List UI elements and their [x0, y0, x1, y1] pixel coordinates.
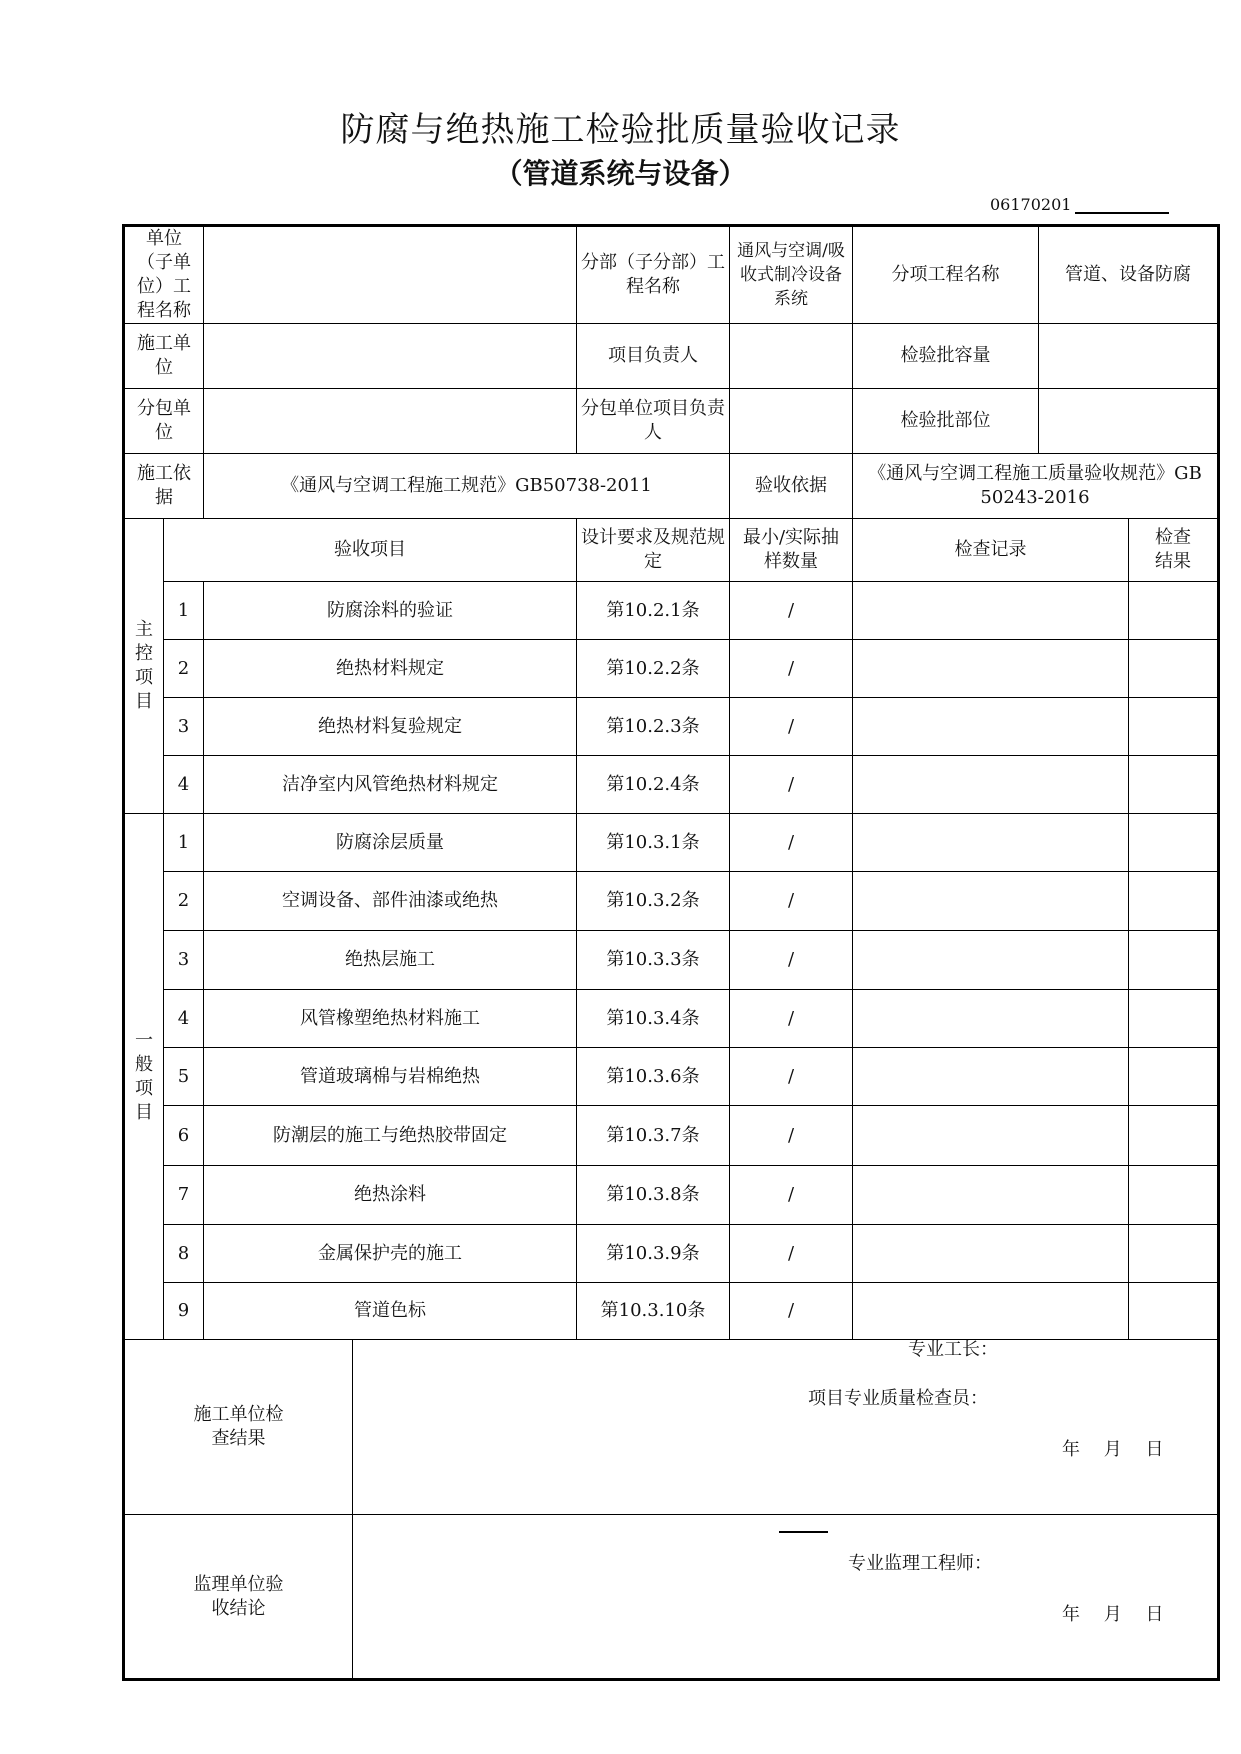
supervision-date: 年 月 日	[1062, 1604, 1164, 1625]
item-name: 绝热材料规定	[204, 640, 577, 698]
location-label: 检验批部位	[853, 389, 1039, 454]
acceptance-form-table	[122, 224, 1220, 1681]
item-qty[interactable]: /	[730, 582, 853, 640]
item-qty[interactable]: /	[730, 1225, 853, 1283]
item-no: 2	[164, 640, 204, 698]
capacity-label: 检验批容量	[853, 324, 1039, 389]
table-row	[124, 872, 1219, 931]
unit-value[interactable]	[204, 226, 577, 324]
col-qty-header: 最小/实际抽样数量	[730, 519, 853, 582]
table-row	[124, 1106, 1219, 1166]
unit-label: 单位（子单位）工程名称	[124, 226, 204, 324]
item-no: 3	[164, 931, 204, 990]
basis-label: 施工依据	[124, 454, 204, 519]
contractor-value[interactable]	[204, 324, 577, 389]
col-result-header: 检查结果	[1129, 519, 1219, 582]
item-record[interactable]	[853, 1048, 1129, 1106]
item-clause: 第10.3.4条	[577, 990, 730, 1048]
item-result[interactable]	[1129, 872, 1219, 931]
item-name: 绝热材料复验规定	[204, 698, 577, 756]
item-clause: 第10.3.9条	[577, 1225, 730, 1283]
item-qty[interactable]: /	[730, 872, 853, 931]
form-code: 06170201	[990, 195, 1072, 214]
subcontractor-label: 分包单位	[124, 389, 204, 454]
table-row	[124, 698, 1219, 756]
item-name: 空调设备、部件油漆或绝热	[204, 872, 577, 931]
pm-label: 项目负责人	[577, 324, 730, 389]
item-result[interactable]	[1129, 756, 1219, 814]
page-subtitle: （管道系统与设备）	[494, 157, 747, 190]
item-no: 1	[164, 582, 204, 640]
contractor-label: 施工单位	[124, 324, 204, 389]
basis-value: 《通风与空调工程施工规范》GB50738-2011	[204, 454, 730, 519]
item-clause: 第10.3.1条	[577, 814, 730, 872]
item-qty[interactable]: /	[730, 756, 853, 814]
item-no: 2	[164, 872, 204, 931]
form-code-underline	[1075, 212, 1169, 214]
inspector-label: 项目专业质量检查员：	[808, 1388, 988, 1409]
item-name: 防潮层的施工与绝热胶带固定	[204, 1106, 577, 1166]
item-record[interactable]	[853, 1225, 1129, 1283]
capacity-value[interactable]	[1039, 324, 1219, 389]
location-value[interactable]	[1039, 389, 1219, 454]
table-row	[124, 931, 1219, 990]
item-clause: 第10.3.10条	[577, 1283, 730, 1340]
table-row	[124, 990, 1219, 1048]
contractor-check-label: 施工单位检查结果	[124, 1340, 353, 1515]
item-no: 1	[164, 814, 204, 872]
item-clause: 第10.3.2条	[577, 872, 730, 931]
table-row	[124, 756, 1219, 814]
item-no: 8	[164, 1225, 204, 1283]
item-record[interactable]	[853, 814, 1129, 872]
foreman-label: 专业工长：	[908, 1339, 998, 1360]
supervision-area[interactable]	[353, 1515, 1219, 1680]
acceptance-basis-value: 《通风与空调工程施工质量验收规范》GB 50243-2016	[853, 454, 1219, 519]
item-name: 洁净室内风管绝热材料规定	[204, 756, 577, 814]
engineer-label: 专业监理工程师：	[848, 1553, 992, 1574]
item-name: 管道玻璃棉与岩棉绝热	[204, 1048, 577, 1106]
contractor-date: 年 月 日	[1062, 1439, 1164, 1460]
item-record[interactable]	[853, 698, 1129, 756]
table-row	[124, 1283, 1219, 1340]
item-record[interactable]	[853, 1106, 1129, 1166]
item-name: 金属保护壳的施工	[204, 1225, 577, 1283]
item-no: 9	[164, 1283, 204, 1340]
sub-pm-label: 分包单位项目负责人	[577, 389, 730, 454]
item-result[interactable]	[1129, 698, 1219, 756]
item-result[interactable]	[1129, 1166, 1219, 1225]
item-record[interactable]	[853, 756, 1129, 814]
item-no: 6	[164, 1106, 204, 1166]
item-qty[interactable]: /	[730, 1283, 853, 1340]
sub-pm-value[interactable]	[730, 389, 853, 454]
subitem-label: 分项工程名称	[853, 226, 1039, 324]
supervision-label: 监理单位验收结论	[124, 1515, 353, 1680]
item-name: 风管橡塑绝热材料施工	[204, 990, 577, 1048]
contractor-check-area[interactable]	[353, 1340, 1219, 1515]
item-name: 防腐涂层质量	[204, 814, 577, 872]
table-row	[124, 582, 1219, 640]
table-row	[124, 640, 1219, 698]
item-result[interactable]	[1129, 1225, 1219, 1283]
item-qty[interactable]: /	[730, 1166, 853, 1225]
item-name: 管道色标	[204, 1283, 577, 1340]
item-qty[interactable]: /	[730, 990, 853, 1048]
item-result[interactable]	[1129, 1106, 1219, 1166]
item-no: 4	[164, 990, 204, 1048]
item-qty[interactable]: /	[730, 814, 853, 872]
table-row	[124, 1225, 1219, 1283]
item-result[interactable]	[1129, 931, 1219, 990]
item-result[interactable]	[1129, 990, 1219, 1048]
item-name: 绝热层施工	[204, 931, 577, 990]
item-record[interactable]	[853, 872, 1129, 931]
item-clause: 第10.2.2条	[577, 640, 730, 698]
item-record[interactable]	[853, 640, 1129, 698]
item-no: 3	[164, 698, 204, 756]
subitem-value[interactable]: 管道、设备防腐	[1039, 226, 1219, 324]
general-items-label: 一般项目	[124, 814, 164, 1340]
item-qty[interactable]: /	[730, 1106, 853, 1166]
item-qty[interactable]: /	[730, 931, 853, 990]
subcontractor-value[interactable]	[204, 389, 577, 454]
item-no: 4	[164, 756, 204, 814]
item-clause: 第10.2.3条	[577, 698, 730, 756]
table-row	[124, 814, 1219, 872]
item-result[interactable]	[1129, 582, 1219, 640]
division-value[interactable]: 通风与空调/吸收式制冷设备系统	[730, 226, 853, 324]
acceptance-basis-label: 验收依据	[730, 454, 853, 519]
col-item-header: 验收项目	[164, 519, 577, 582]
table-row	[124, 1166, 1219, 1225]
item-record[interactable]	[853, 582, 1129, 640]
item-clause: 第10.2.4条	[577, 756, 730, 814]
item-no: 5	[164, 1048, 204, 1106]
table-row	[124, 1048, 1219, 1106]
item-record[interactable]	[853, 990, 1129, 1048]
item-clause: 第10.3.6条	[577, 1048, 730, 1106]
item-clause: 第10.3.7条	[577, 1106, 730, 1166]
item-no: 7	[164, 1166, 204, 1225]
item-name: 防腐涂料的验证	[204, 582, 577, 640]
item-clause: 第10.2.1条	[577, 582, 730, 640]
item-result[interactable]	[1129, 1283, 1219, 1340]
item-result[interactable]	[1129, 1048, 1219, 1106]
item-record[interactable]	[853, 1166, 1129, 1225]
item-clause: 第10.3.8条	[577, 1166, 730, 1225]
item-record[interactable]	[853, 1283, 1129, 1340]
item-clause: 第10.3.3条	[577, 931, 730, 990]
item-result[interactable]	[1129, 640, 1219, 698]
division-label: 分部（子分部）工程名称	[577, 226, 730, 324]
item-qty[interactable]: /	[730, 698, 853, 756]
main-items-label: 主控项目	[124, 519, 164, 814]
col-req-header: 设计要求及规范规定	[577, 519, 730, 582]
item-qty[interactable]: /	[730, 1048, 853, 1106]
page-title: 防腐与绝热施工检验批质量验收记录	[340, 110, 901, 150]
item-name: 绝热涂料	[204, 1166, 577, 1225]
pm-value[interactable]	[730, 324, 853, 389]
item-record[interactable]	[853, 931, 1129, 990]
item-result[interactable]	[1129, 814, 1219, 872]
signature-mark	[779, 1531, 828, 1533]
item-qty[interactable]: /	[730, 640, 853, 698]
col-record-header: 检查记录	[853, 519, 1129, 582]
